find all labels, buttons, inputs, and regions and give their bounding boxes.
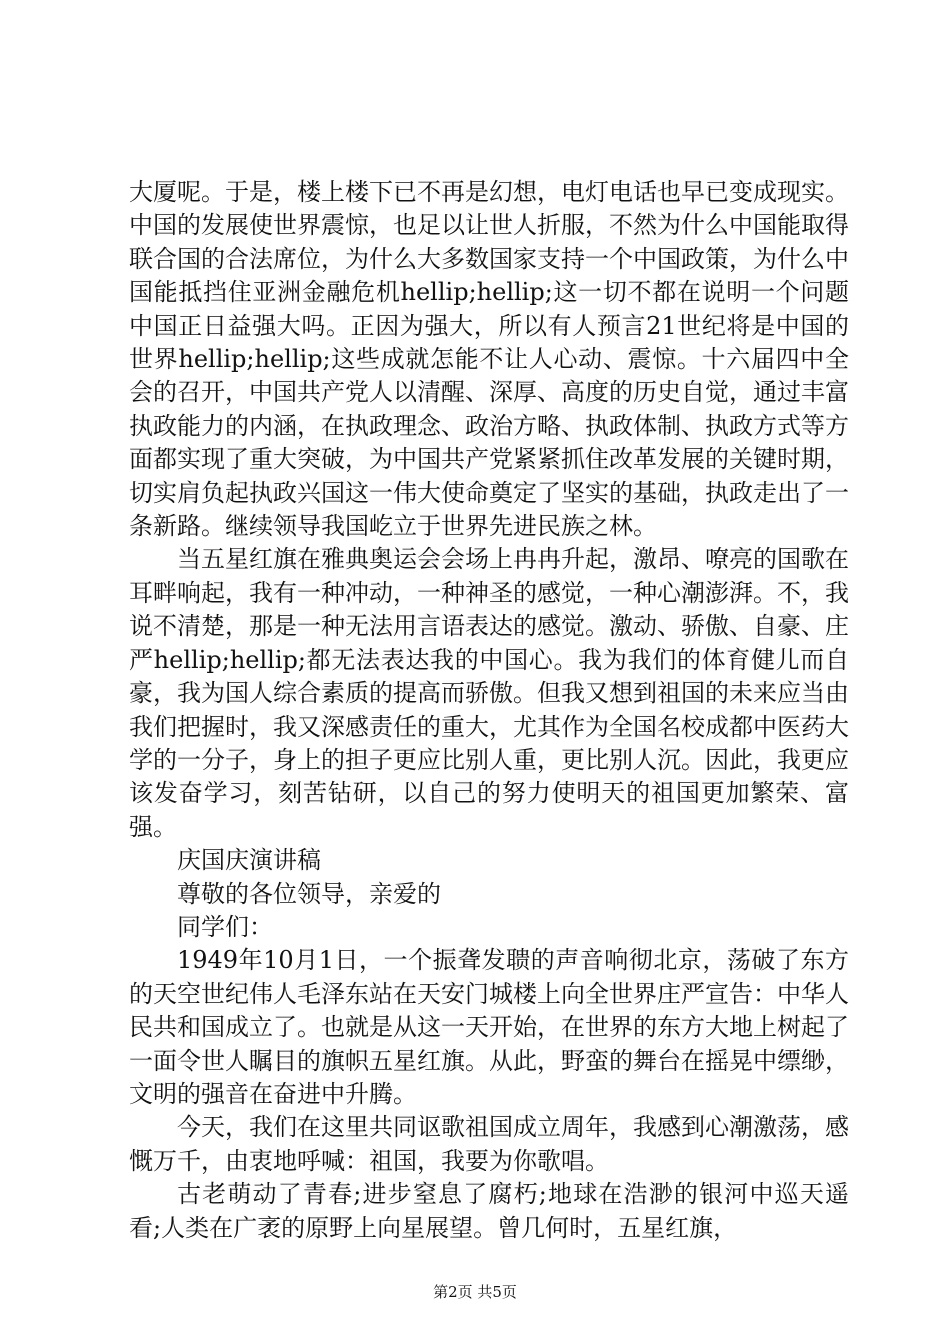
paragraph-4: 尊敬的各位领导，亲爱的 — [177, 879, 441, 908]
paragraph-8: 古老萌动了青春;进步窒息了腐朽;地球在浩渺的银河中巡天遥看;人类在广袤的原野上向星展望。曾几何时，五星红旗， — [129, 1180, 849, 1242]
paragraph-2: 当五星红旗在雅典奥运会会场上冉冉升起，激昂、嘹亮的国歌在耳畔响起，我有一种冲动，一种神圣的感觉，一种心潮澎湃。不，我说不清楚，那是一种无法用言语表达的感觉。激动、骄傲、自豪、庄严hellip;hellip;都无法表达我的中国心。我为我们的体育健儿而自豪，我为国人综合素质的提高而骄傲。但我又想到祖国的未来应当由我们把握时，我又深感责任的重大，尤其作为全国名校成都中医药大学的一分子，身上的担子更应比别人重，更比别人沉。因此，我更应该发奋学习，刻苦钻研，以自己的努力使明天的祖国更加繁荣、富强。 — [129, 545, 849, 841]
paragraph-5: 同学们： — [177, 912, 273, 941]
page-footer: 第2页 共5页 — [433, 1283, 517, 1301]
paragraph-3: 庆国庆演讲稿 — [177, 846, 321, 875]
paragraph-6: 1949年10月1日，一个振聋发聩的声音响彻北京，荡破了东方的天空世纪伟人毛泽东站在天安门城楼上向全世界庄严宣告：中华人民共和国成立了。也就是从这一天开始，在世界的东方大地上树起了一面令世人瞩目的旗帜五星红旗。从此，野蛮的舞台在摇晃中缥缈，文明的强音在奋进中升腾。 — [129, 946, 849, 1108]
paragraph-7: 今天，我们在这里共同讴歌祖国成立周年，我感到心潮激荡，感慨万千，由衷地呼喊：祖国，我要为你歌唱。 — [129, 1113, 849, 1175]
paragraph-1: 大厦呢。于是，楼上楼下已不再是幻想，电灯电话也早已变成现实。中国的发展使世界震惊，也足以让世人折服，不然为什么中国能取得联合国的合法席位，为什么大多数国家支持一个中国政策，为什么中国能抵挡住亚洲金融危机hellip;hellip;这一切不都在说明一个问题中国正日益强大吗。正因为强大，所以有人预言21世纪将是中国的世界hellip;hellip;这些成就怎能不让人心动、震惊。十六届四中全会的召开，中国共产党人以清醒、深厚、高度的历史自觉，通过丰富执政能力的内涵，在执政理念、政治方略、执政体制、执政方式等方面都实现了重大突破，为中国共产党紧紧抓住改革发展的关键时期，切实肩负起执政兴国这一伟大使命奠定了坚实的基础，执政走出了一条新路。继续领导我国屹立于世界先进民族之林。 — [129, 178, 849, 541]
document-body — [129, 176, 849, 1245]
